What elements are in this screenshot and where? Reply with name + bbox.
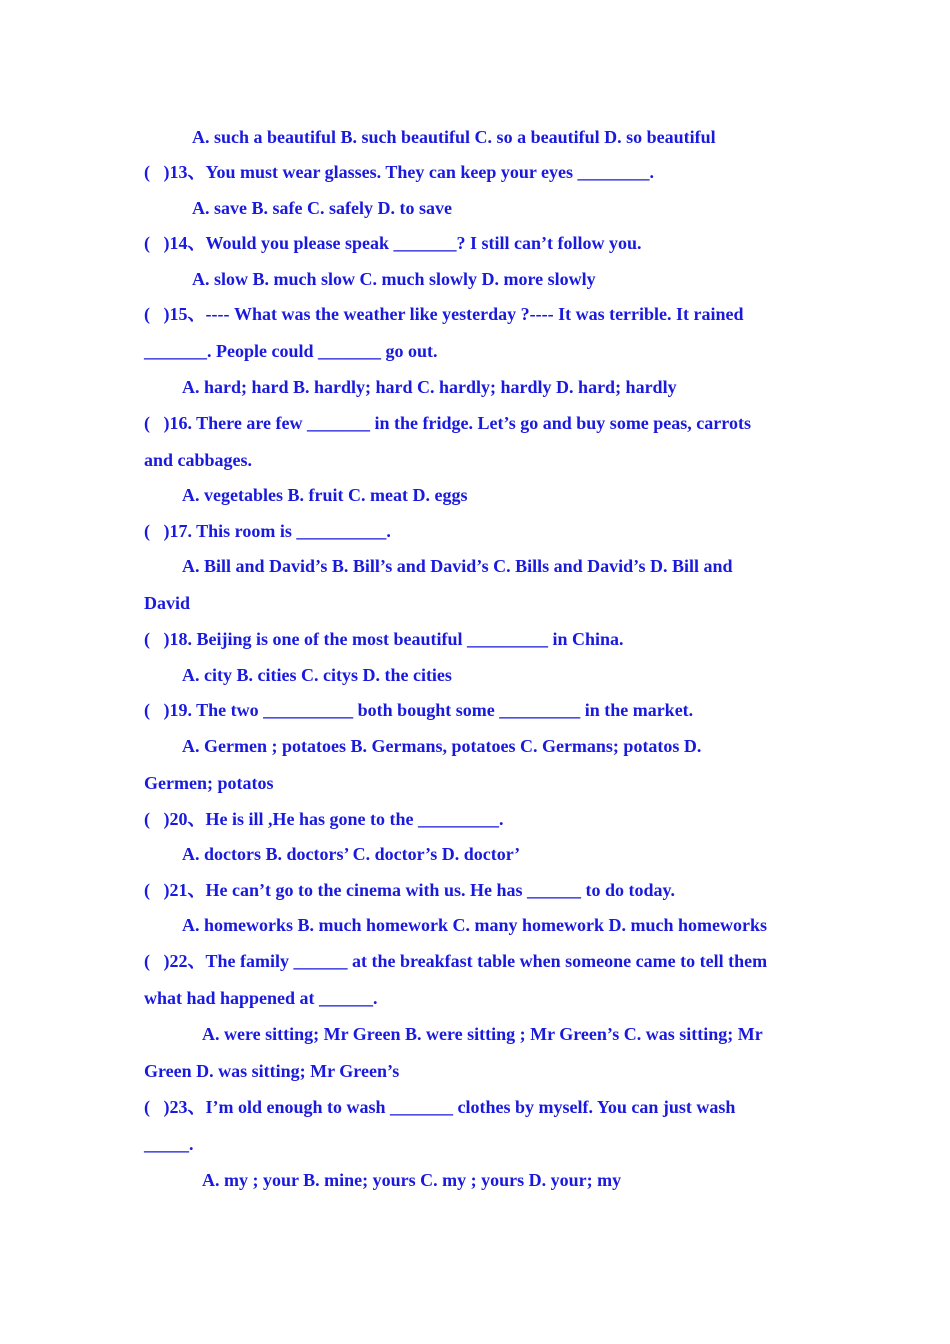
q19-question: ( )19. The two __________ both bought some _________ in the market. — [144, 700, 694, 720]
q23-question: ( )23、I’m old enough to wash _______ clothes by myself. You can just wash — [144, 1097, 736, 1117]
q23-question-cont: _____. — [144, 1134, 194, 1154]
q19-options: A. Germen ; potatoes B. Germans, potatoes C. Germans; potatos D. — [182, 736, 702, 756]
q22-question: ( )22、The family ______ at the breakfast table when someone came to tell them — [144, 951, 768, 971]
q18-options: A. city B. cities C. citys D. the cities — [182, 665, 452, 685]
q23-options: A. my ; your B. mine; yours C. my ; yours D. your; my — [202, 1170, 622, 1190]
q19-options-cont: Germen; potatos — [144, 773, 274, 793]
q16-question-cont: and cabbages. — [144, 450, 253, 470]
q13-options: A. save B. safe C. safely D. to save — [192, 198, 452, 218]
q17-question: ( )17. This room is __________. — [144, 521, 391, 541]
q15-question-cont: _______. People could _______ go out. — [144, 341, 438, 361]
q15-question: ( )15、---- What was the weather like yesterday ?---- It was terrible. It rained — [144, 304, 744, 324]
q16-question: ( )16. There are few _______ in the fridge. Let’s go and buy some peas, carrots — [144, 413, 751, 433]
q17-options-cont: David — [144, 593, 191, 613]
q14-options: A. slow B. much slow C. much slowly D. more slowly — [192, 269, 596, 289]
q15-options: A. hard; hard B. hardly; hard C. hardly; hardly D. hard; hardly — [182, 377, 677, 397]
q22-options-cont: Green D. was sitting; Mr Green’s — [144, 1061, 400, 1081]
q18-question: ( )18. Beijing is one of the most beautiful _________ in China. — [144, 629, 624, 649]
q21-options: A. homeworks B. much homework C. many homework D. much homeworks — [182, 915, 767, 935]
q17-options: A. Bill and David’s B. Bill’s and David’s C. Bills and David’s D. Bill and — [182, 556, 733, 576]
q21-question: ( )21、He can’t go to the cinema with us. He has ______ to do today. — [144, 880, 675, 900]
q22-question-cont: what had happened at ______. — [144, 988, 378, 1008]
q20-options: A. doctors B. doctors’ C. doctor’s D. doctor’ — [182, 844, 521, 864]
q20-question: ( )20、He is ill ,He has gone to the _________. — [144, 809, 504, 829]
q22-options: A. were sitting; Mr Green B. were sitting ; Mr Green’s C. was sitting; Mr — [202, 1024, 763, 1044]
q14-question: ( )14、Would you please speak _______? I still can’t follow you. — [144, 233, 642, 253]
q13-question: ( )13、You must wear glasses. They can keep your eyes ________. — [144, 162, 655, 182]
q12-options: A. such a beautiful B. such beautiful C. so a beautiful D. so beautiful — [192, 127, 716, 147]
q16-options: A. vegetables B. fruit C. meat D. eggs — [182, 485, 468, 505]
